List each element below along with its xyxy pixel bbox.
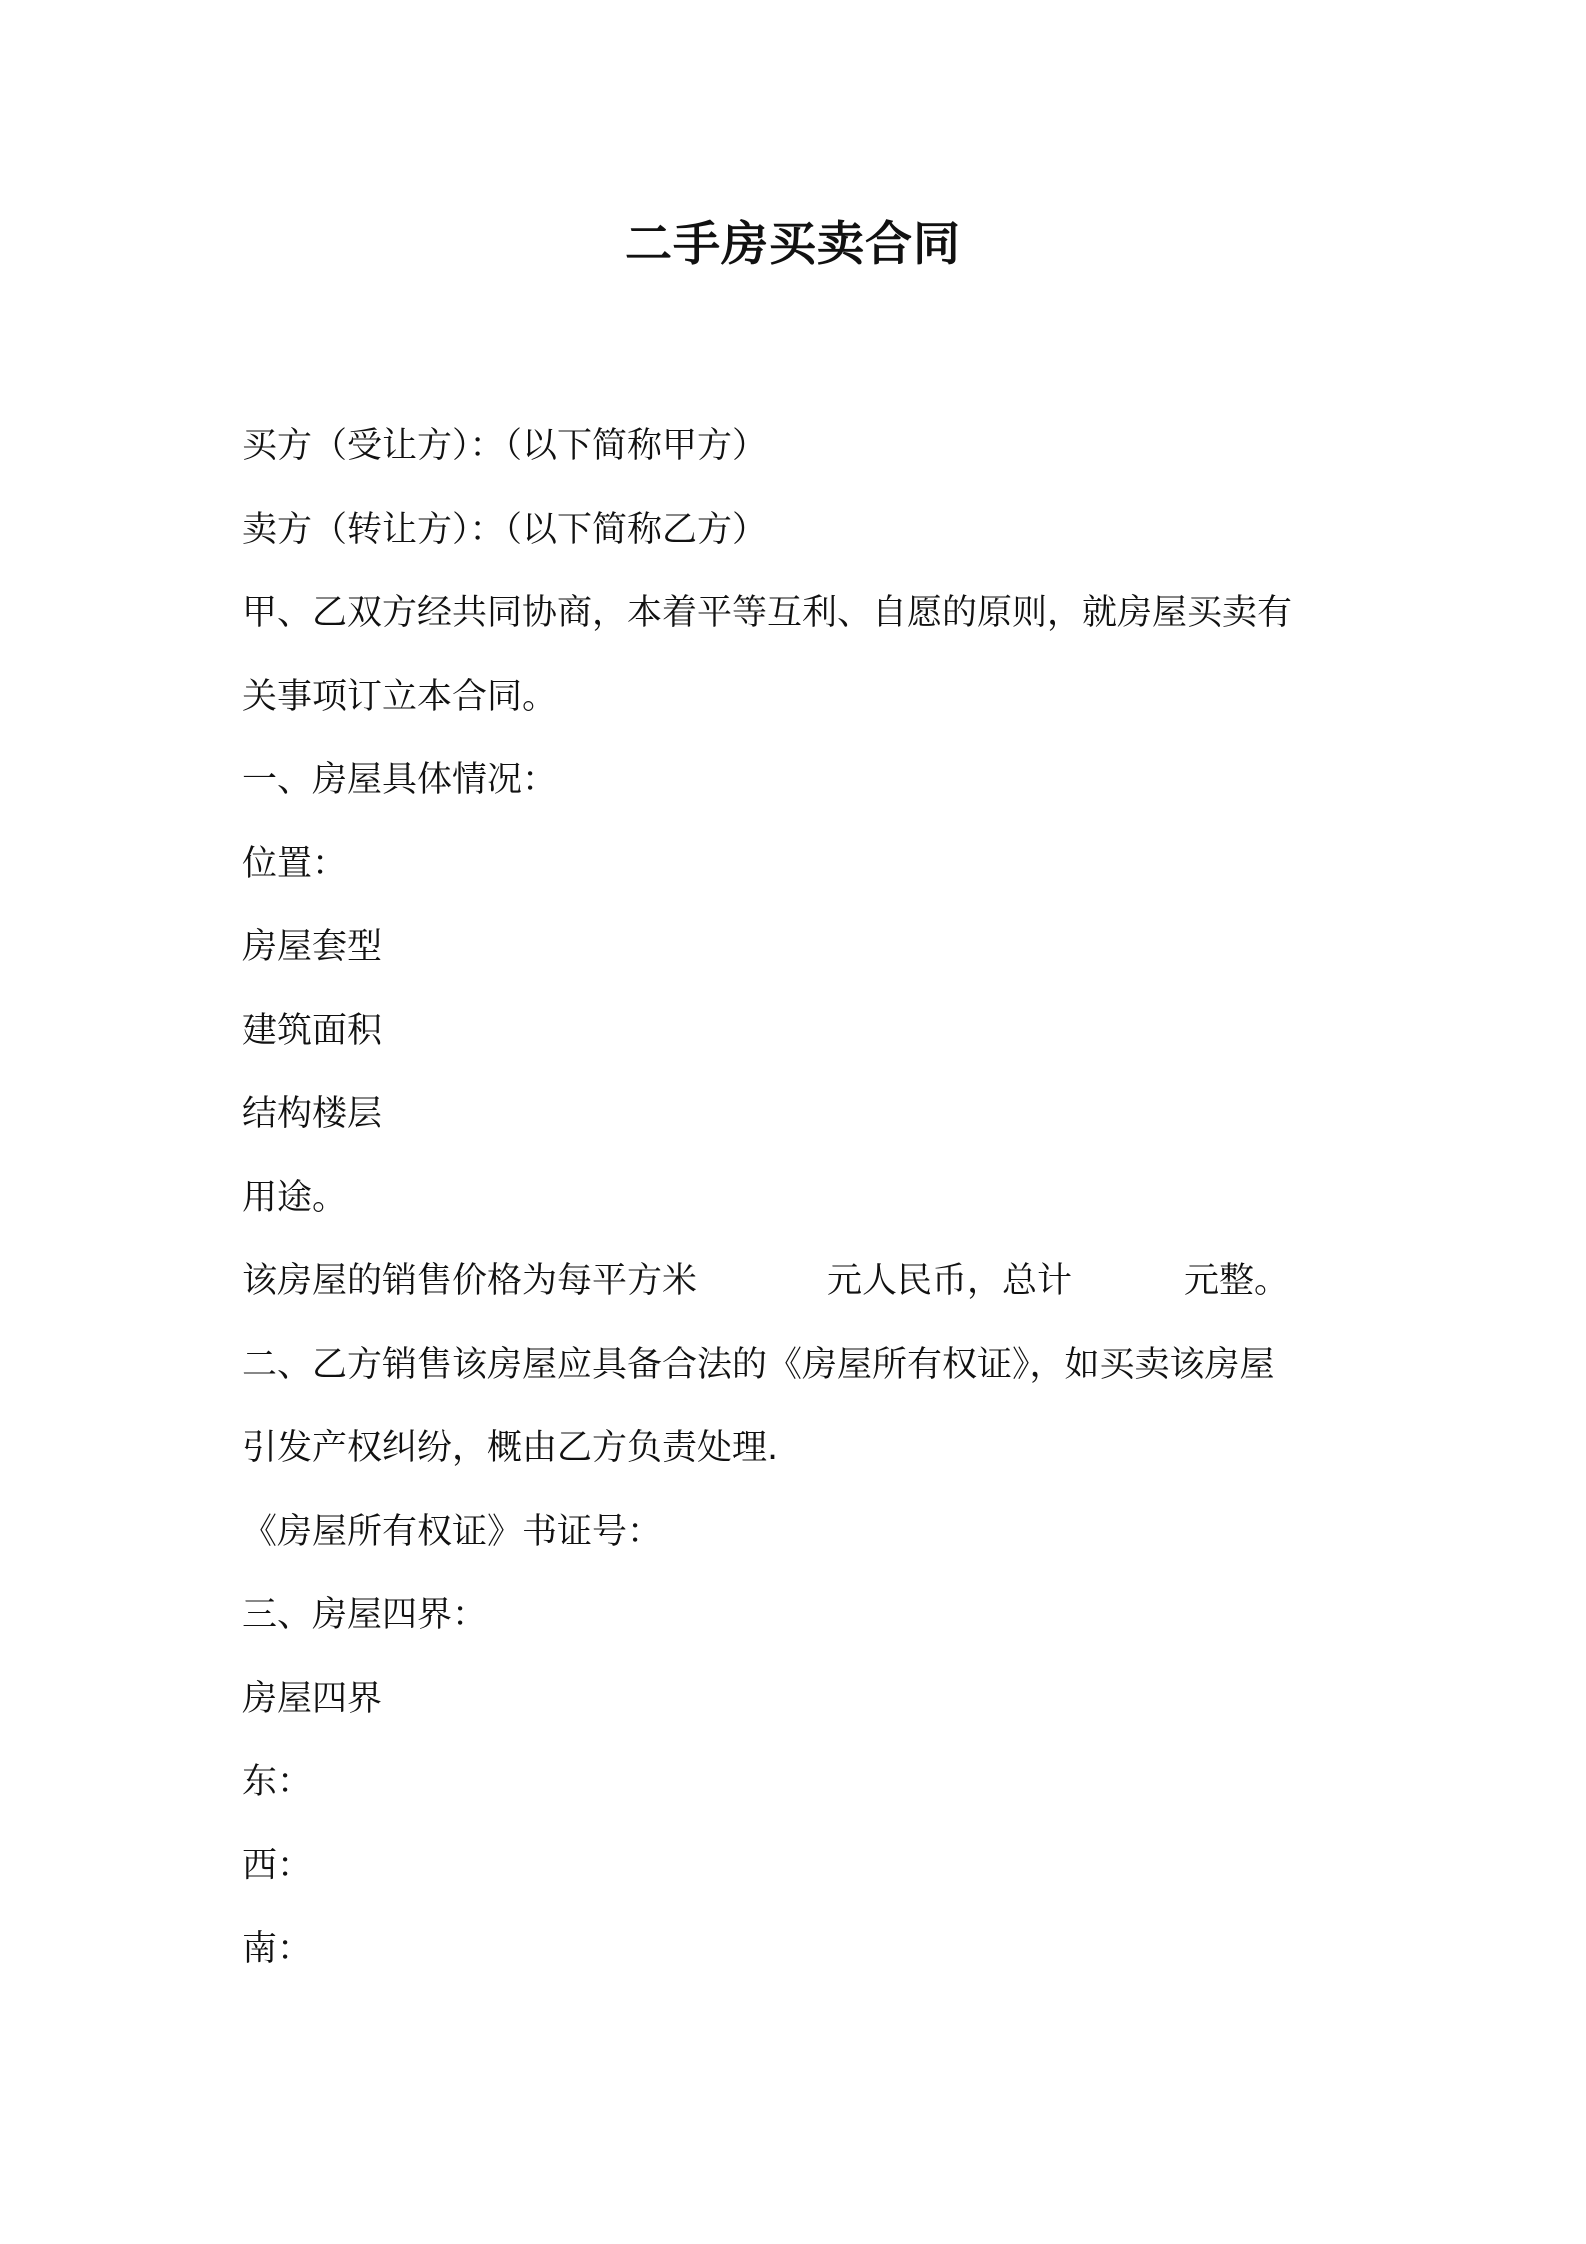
certificate-number-field: 《房屋所有权证》书证号： bbox=[242, 1511, 663, 1552]
section-2-line-2: 引发产权纠纷，概由乙方负责处理. bbox=[242, 1428, 779, 1468]
buyer-line: 买方（受让方）：（以下简称甲方） bbox=[242, 426, 768, 466]
document-title: 二手房买卖合同 bbox=[625, 217, 961, 272]
price-line bbox=[242, 1240, 1362, 1324]
section-1-heading: 一、房屋具体情况： bbox=[242, 760, 558, 800]
location-field: 位置： bbox=[242, 843, 348, 884]
preamble-line-1: 甲、乙双方经共同协商，本着平等互利、自愿的原则，就房屋买卖有 bbox=[242, 593, 1293, 633]
price-text-1: 该房屋的销售价格为每平方米 bbox=[242, 1261, 698, 1301]
price-text-2: 元人民币，总计 bbox=[827, 1261, 1073, 1301]
contract-body bbox=[242, 405, 1362, 1992]
section-3-heading: 三、房屋四界： bbox=[242, 1595, 488, 1635]
price-text-3: 元整。 bbox=[1184, 1261, 1290, 1301]
house-type-field: 房屋套型 bbox=[242, 927, 383, 967]
floor-area-field: 建筑面积 bbox=[242, 1010, 383, 1051]
south-boundary-field: 南： bbox=[242, 1929, 313, 1969]
section-2-line-1: 二、乙方销售该房屋应具备合法的《房屋所有权证》，如买卖该房屋 bbox=[242, 1344, 1275, 1385]
preamble-line-2: 关事项订立本合同。 bbox=[242, 676, 558, 717]
east-boundary-field: 东： bbox=[242, 1762, 313, 1802]
structure-floor-field: 结构楼层 bbox=[242, 1094, 383, 1134]
usage-field: 用途。 bbox=[242, 1177, 348, 1218]
boundaries-label: 房屋四界 bbox=[242, 1678, 383, 1719]
seller-line: 卖方（转让方）：（以下简称乙方） bbox=[242, 509, 768, 550]
west-boundary-field: 西： bbox=[242, 1845, 313, 1886]
